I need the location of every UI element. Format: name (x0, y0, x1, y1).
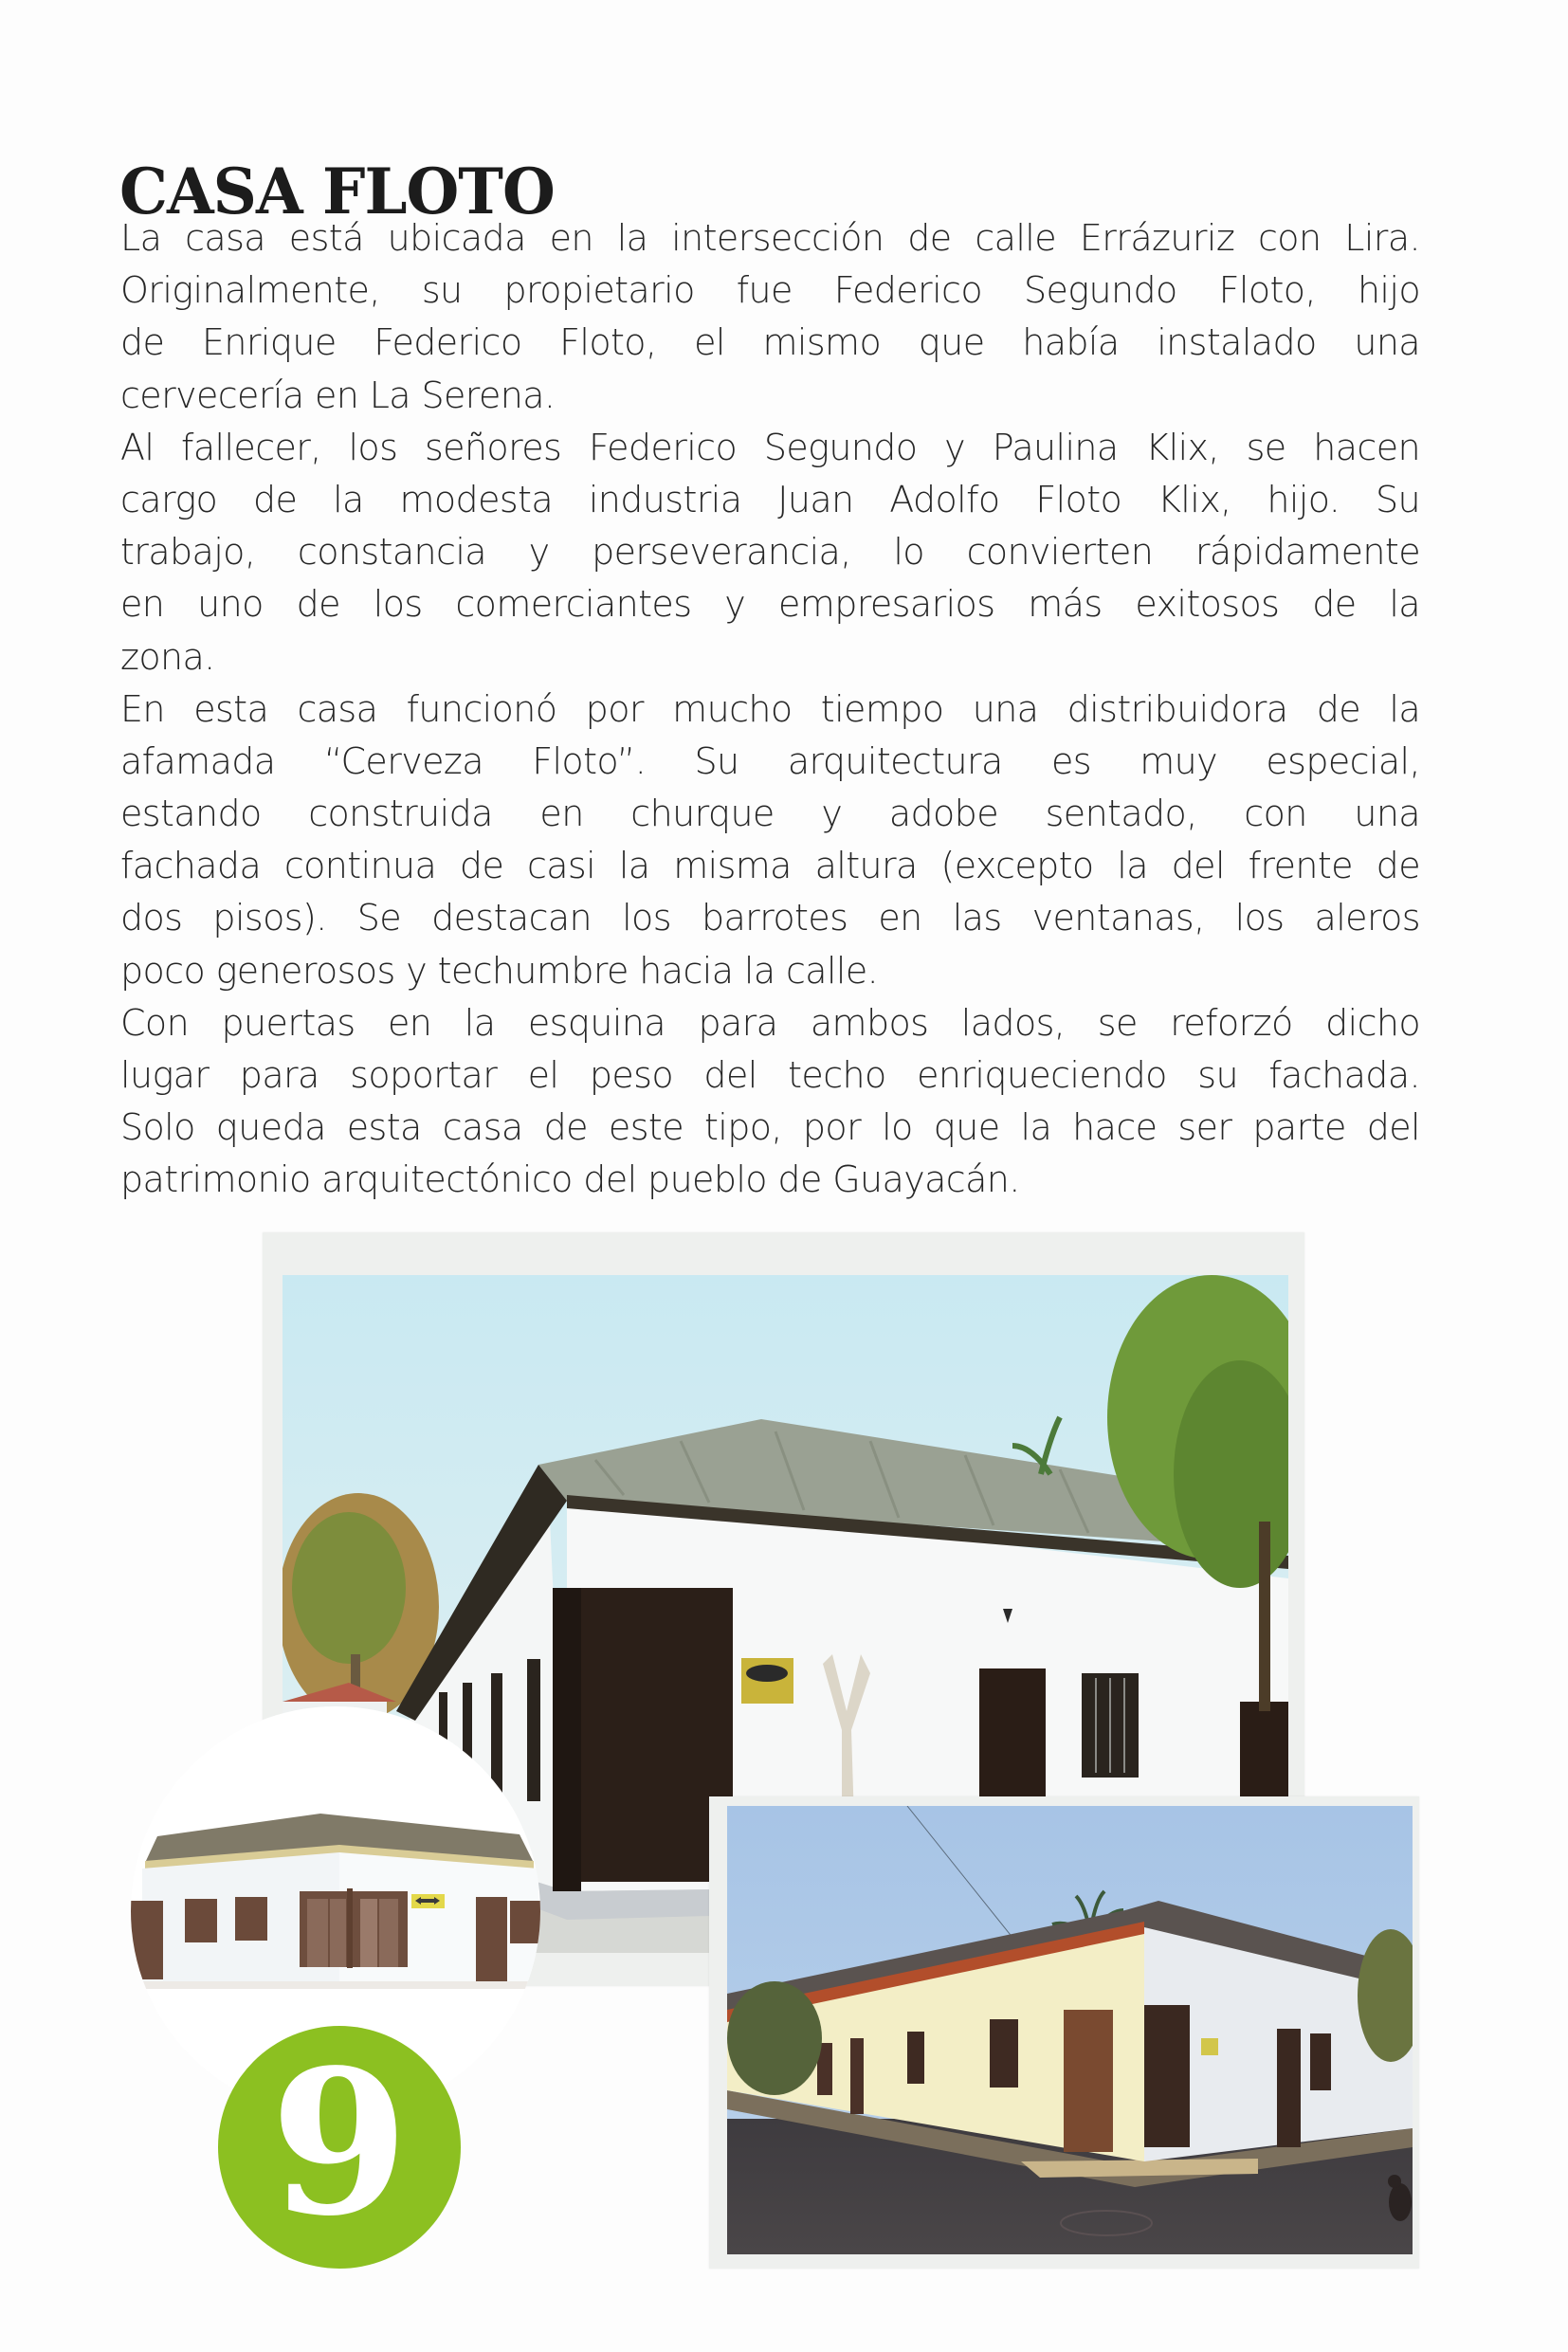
text-line: zona. (120, 635, 215, 678)
text-line: cervecería en La Serena. (120, 374, 556, 416)
text-line: afamada “Cerveza Floto”. Su arquitectura es muy especial, (120, 739, 1420, 782)
text-line: La casa está ubicada en la intersección de calle Errázuriz con Lira. (120, 217, 1420, 259)
text-line: fachada continua de casi la misma altura (excepto la del frente de (120, 845, 1420, 887)
text-line: dos pisos). Se destacan los barrotes en las ventanas, los aleros (120, 897, 1420, 939)
text-line: poco generosos y techumbre hacia la calle. (120, 949, 879, 992)
badge-number: 9 (269, 2026, 410, 2260)
page-title: CASA FLOTO (119, 155, 555, 229)
text-line: En esta casa funcionó por mucho tiempo una distribuidora de la (120, 687, 1420, 730)
text-line: lugar para soportar el peso del techo enriqueciendo su fachada. (120, 1054, 1420, 1096)
text-line: Originalmente, su propietario fue Federico Segundo Floto, hijo (120, 269, 1420, 312)
sunset-photo-image (727, 1806, 1413, 2254)
text-line: de Enrique Federico Floto, el mismo que había instalado una (120, 321, 1420, 364)
text-line: Con puertas en la esquina para ambos lados, se reforzó dicho (120, 1001, 1420, 1044)
photo-house-sunset (709, 1796, 1419, 2269)
body-text (120, 212, 1420, 1207)
number-badge (218, 2026, 461, 2269)
text-line: estando construida en churque y adobe sentado, con una (120, 793, 1420, 835)
text-line: trabajo, constancia y perseverancia, lo convierten rápidamente (120, 531, 1420, 574)
text-line: Al fallecer, los señores Federico Segundo y Paulina Klix, se hacen (120, 426, 1420, 468)
text-line: Solo queda esta casa de este tipo, por lo que la hace ser parte del (120, 1106, 1420, 1149)
text-line: en uno de los comerciantes y empresarios más exitosos de la (120, 583, 1420, 626)
text-line: cargo de la modesta industria Juan Adolfo Floto Klix, hijo. Su (120, 478, 1420, 520)
text-line: patrimonio arquitectónico del pueblo de Guayacán. (120, 1158, 1020, 1201)
